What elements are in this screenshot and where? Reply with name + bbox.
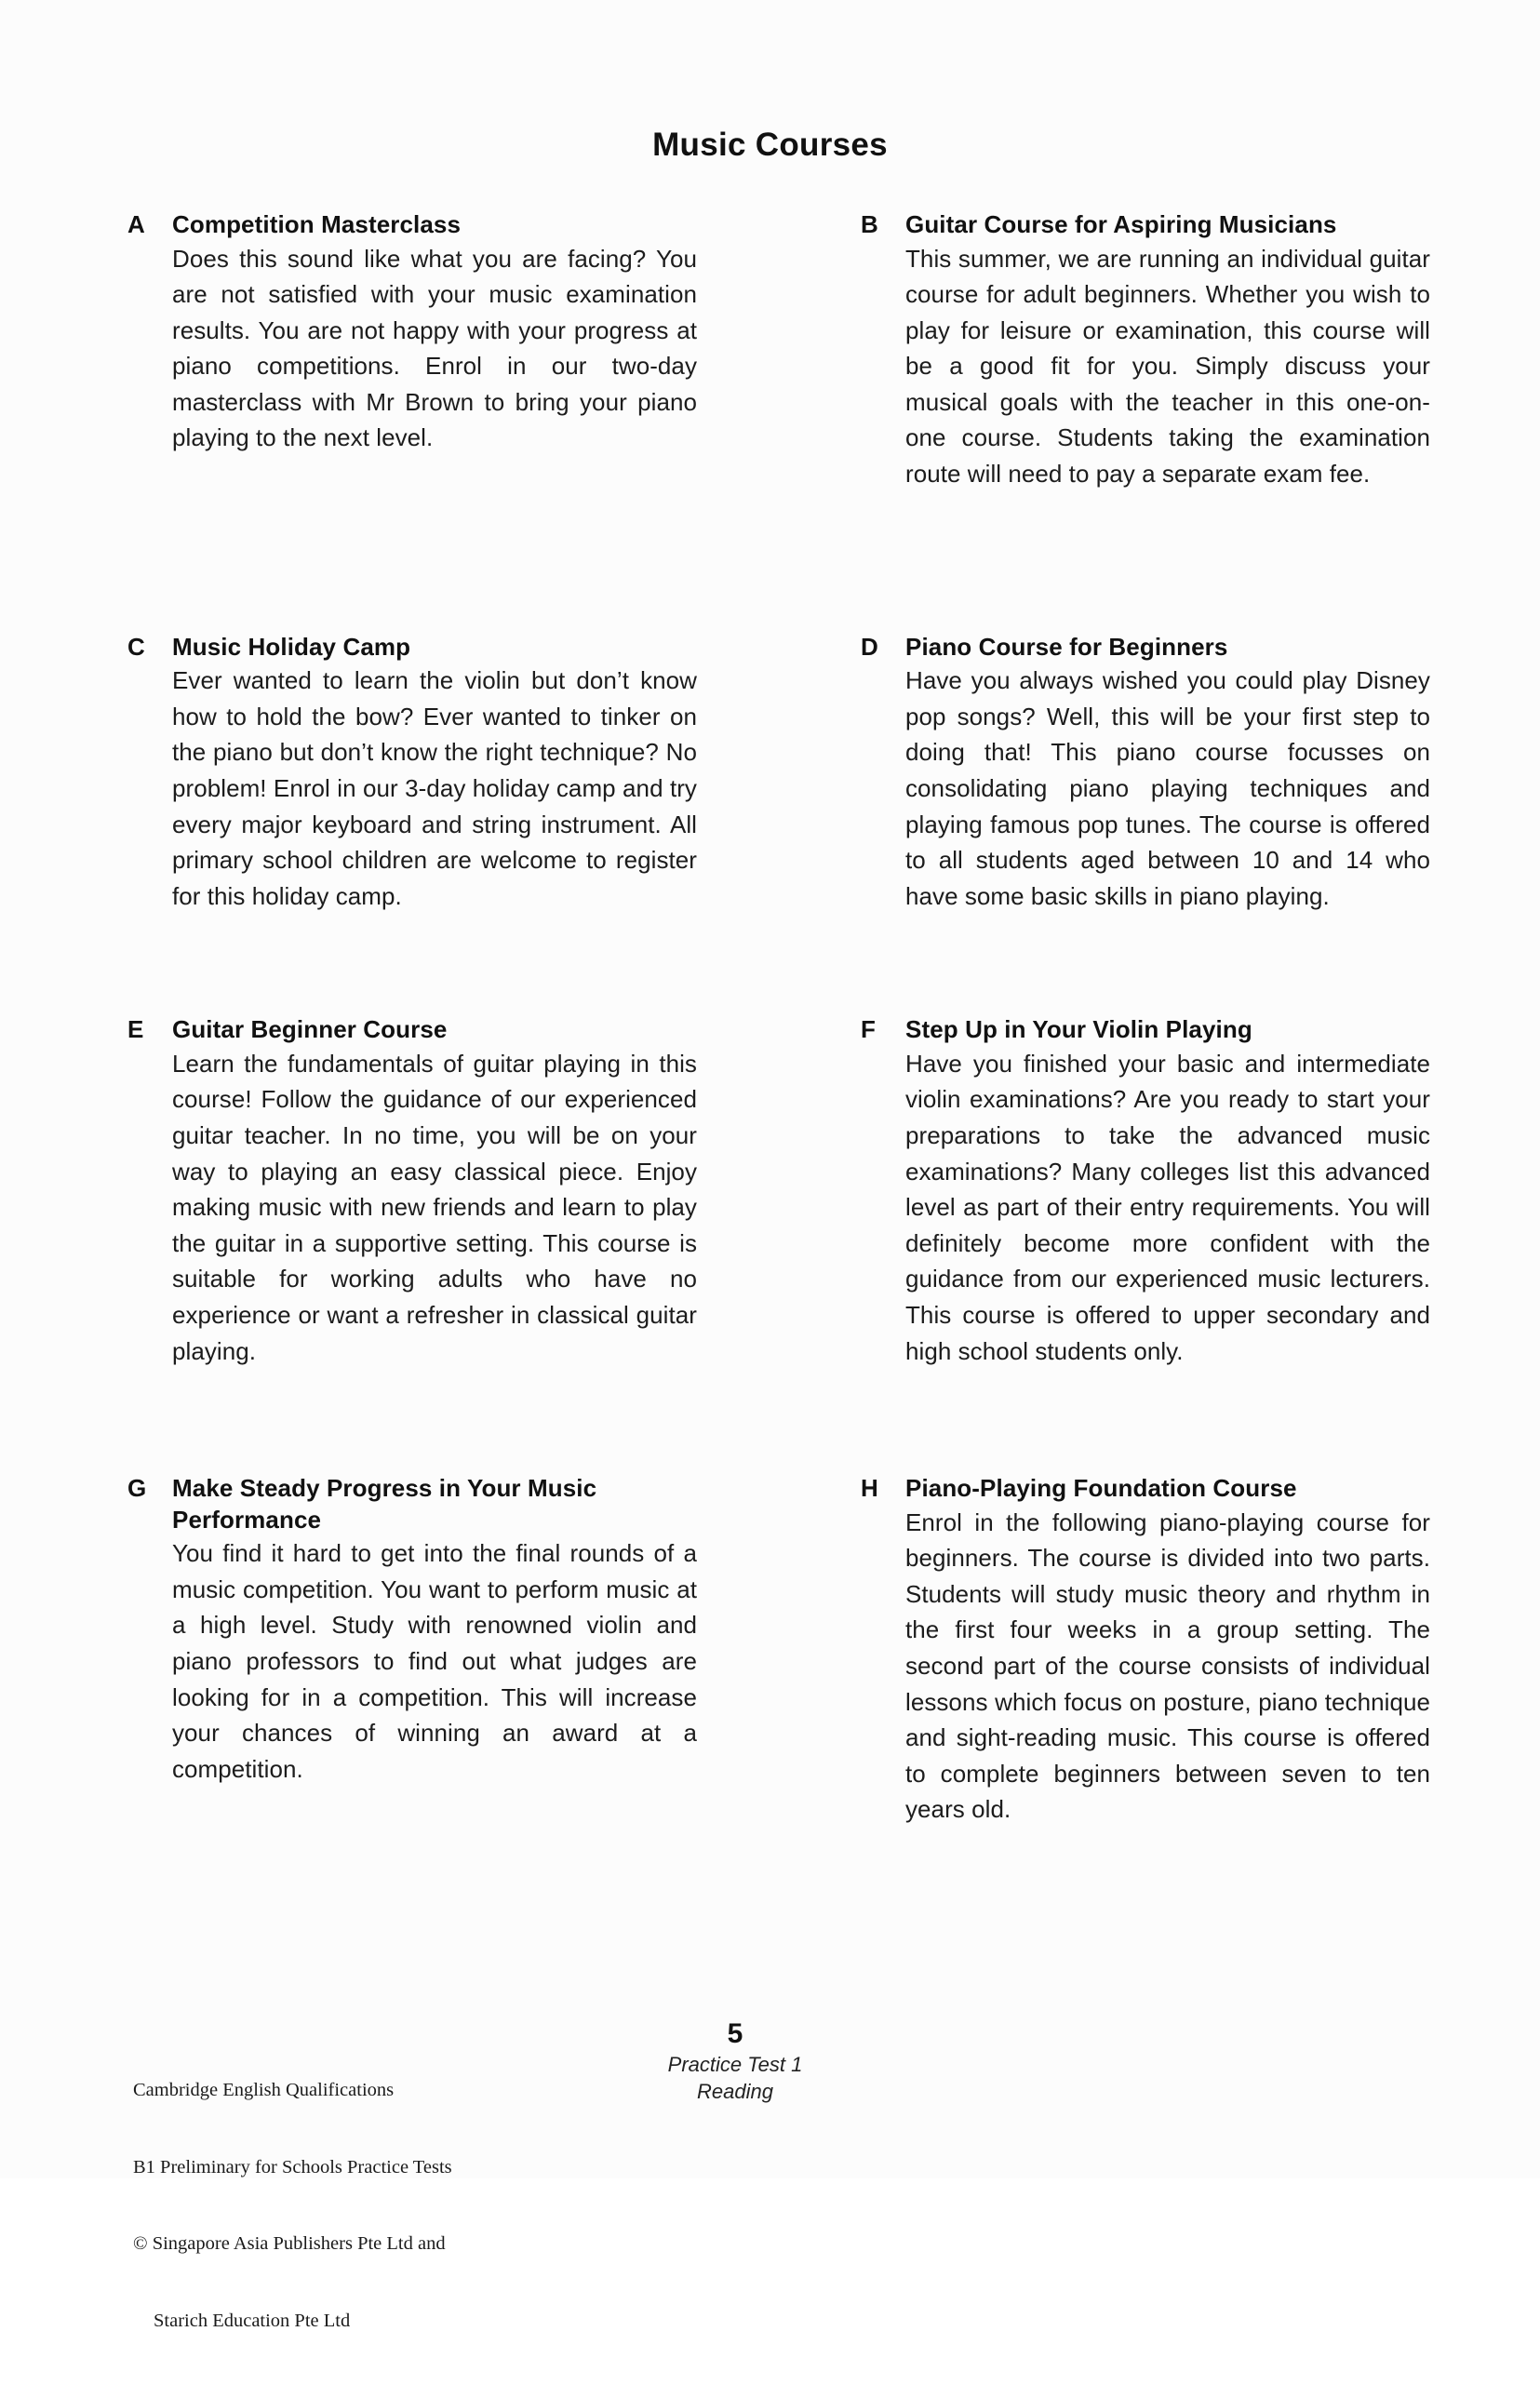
course-text-a: Does this sound like what you are facing? You are not satisfied with your music examination results. You are not happy with your progress at piano competitions. Enrol in our two-day masterclass with Mr Brown to bring your piano playing to the next level. bbox=[172, 244, 697, 452]
column-right bbox=[861, 632, 1430, 915]
course-row bbox=[127, 209, 1430, 492]
course-item-h bbox=[861, 1473, 1430, 1828]
column-right bbox=[861, 1473, 1430, 1828]
row-spacer bbox=[127, 914, 1430, 1014]
footer-credit-line-4: Starich Education Pte Ltd bbox=[154, 2310, 351, 2331]
course-letter-d: D bbox=[861, 632, 878, 661]
row-spacer bbox=[127, 1369, 1430, 1473]
course-body-b bbox=[905, 209, 1430, 492]
course-item-g bbox=[127, 1473, 697, 1787]
course-letter-b: B bbox=[861, 210, 878, 238]
page-footer bbox=[0, 2017, 1540, 2331]
column-left bbox=[127, 1014, 697, 1369]
column-right bbox=[861, 209, 1430, 492]
course-heading-a: Competition Masterclass bbox=[172, 210, 462, 238]
footer-test-label: Practice Test 1 bbox=[667, 2053, 803, 2076]
course-body-g bbox=[172, 1473, 697, 1787]
course-item-d bbox=[861, 632, 1430, 915]
page-number: 5 bbox=[727, 2018, 743, 2049]
course-item-b bbox=[861, 209, 1430, 492]
course-body-f bbox=[905, 1014, 1430, 1369]
footer-section-label: Reading bbox=[697, 2080, 773, 2103]
course-heading-b: Guitar Course for Aspiring Musicians bbox=[905, 210, 1337, 238]
course-item-a bbox=[127, 209, 697, 456]
footer-credit bbox=[133, 2027, 452, 2385]
course-text-e: Learn the fundamentals of guitar playing in this course! Follow the guidance of our experienced guitar teacher. In no time, you will be on your way to playing an easy classical piece. Enjoy making music with new friends and learn to play the guitar in a supportive setting. This course is suitable for working adults who have no experience or want a refresher in classical guitar playing. bbox=[172, 1049, 697, 1365]
column-left bbox=[127, 1473, 697, 1828]
course-body-e bbox=[172, 1014, 697, 1369]
course-heading-h: Piano-Playing Foundation Course bbox=[905, 1474, 1297, 1503]
course-letter-h: H bbox=[861, 1474, 878, 1503]
course-heading-e: Guitar Beginner Course bbox=[172, 1015, 448, 1044]
course-heading-f: Step Up in Your Violin Playing bbox=[905, 1015, 1252, 1044]
course-heading-d: Piano Course for Beginners bbox=[905, 632, 1228, 661]
course-row bbox=[127, 1014, 1430, 1369]
course-text-c: Ever wanted to learn the violin but don’t know how to hold the bow? Ever wanted to tinker on the piano but don’t know the right technique? No problem! Enrol in our 3-day holiday camp and try every major keyboard and string instrument. All primary school children are welcome to register for this holiday camp. bbox=[172, 666, 697, 910]
footer-credit-line-2: B1 Preliminary for Schools Practice Tests bbox=[133, 2156, 452, 2177]
course-item-f bbox=[861, 1014, 1430, 1369]
course-heading-g: Make Steady Progress in Your Music Performance bbox=[172, 1474, 597, 1534]
row-spacer bbox=[127, 492, 1430, 632]
course-letter-f: F bbox=[861, 1015, 876, 1044]
course-letter-c: C bbox=[127, 632, 145, 661]
course-row bbox=[127, 632, 1430, 915]
page-title: Music Courses bbox=[652, 127, 888, 163]
course-body-c bbox=[172, 632, 697, 915]
course-body-d bbox=[905, 632, 1430, 915]
column-left bbox=[127, 209, 697, 492]
course-body-a bbox=[172, 209, 697, 456]
course-text-d: Have you always wished you could play Disney pop songs? Well, this will be your first step to doing that! This piano course focusses on consolidating piano playing techniques and playing famous pop tunes. The course is offered to all students aged between 10 and 14 who have some basic skills in piano playing. bbox=[905, 666, 1430, 910]
footer-credit-line-1: Cambridge English Qualifications bbox=[133, 2080, 395, 2100]
course-body-h bbox=[905, 1473, 1430, 1828]
course-heading-c: Music Holiday Camp bbox=[172, 632, 411, 661]
course-text-f: Have you finished your basic and intermediate violin examinations? Are you ready to start your preparations to take the advanced music examinations? Many colleges list this advanced level as part of their entry requirements. You will definitely become more confident with the guidance from our experienced music lecturers. This course is offered to upper secondary and high school students only. bbox=[905, 1049, 1430, 1365]
column-right bbox=[861, 1014, 1430, 1369]
course-letter-a: A bbox=[127, 210, 145, 238]
course-text-b: This summer, we are running an individual guitar course for adult beginners. Whether you wish to play for leisure or examination, this course will be a good fit for you. Simply discuss your musical goals with the teacher in this one-on-one course. Students taking the examination route will need to pay a separate exam fee. bbox=[905, 244, 1430, 489]
course-item-e bbox=[127, 1014, 697, 1369]
footer-credit-line-3: © Singapore Asia Publishers Pte Ltd and bbox=[133, 2233, 446, 2254]
course-letter-g: G bbox=[127, 1474, 147, 1503]
course-text-g: You find it hard to get into the final rounds of a music competition. You want to perform music at a high level. Study with renowned violin and piano professors to find out what judges are looking for in a competition. This will increase your chances of winning an award at a competition. bbox=[172, 1539, 697, 1783]
footer-center bbox=[596, 2017, 875, 2105]
course-item-c bbox=[127, 632, 697, 915]
course-letter-e: E bbox=[127, 1015, 144, 1044]
course-list bbox=[127, 209, 1430, 1828]
course-text-h: Enrol in the following piano-playing course for beginners. The course is divided into two parts. Students will study music theory and rhythm in the first four weeks in a group setting. The second part of the course consists of individual lessons which focus on posture, piano technique and sight-reading music. This course is offered to complete beginners between seven to ten years old. bbox=[905, 1507, 1430, 1824]
column-left bbox=[127, 632, 697, 915]
course-row bbox=[127, 1473, 1430, 1828]
